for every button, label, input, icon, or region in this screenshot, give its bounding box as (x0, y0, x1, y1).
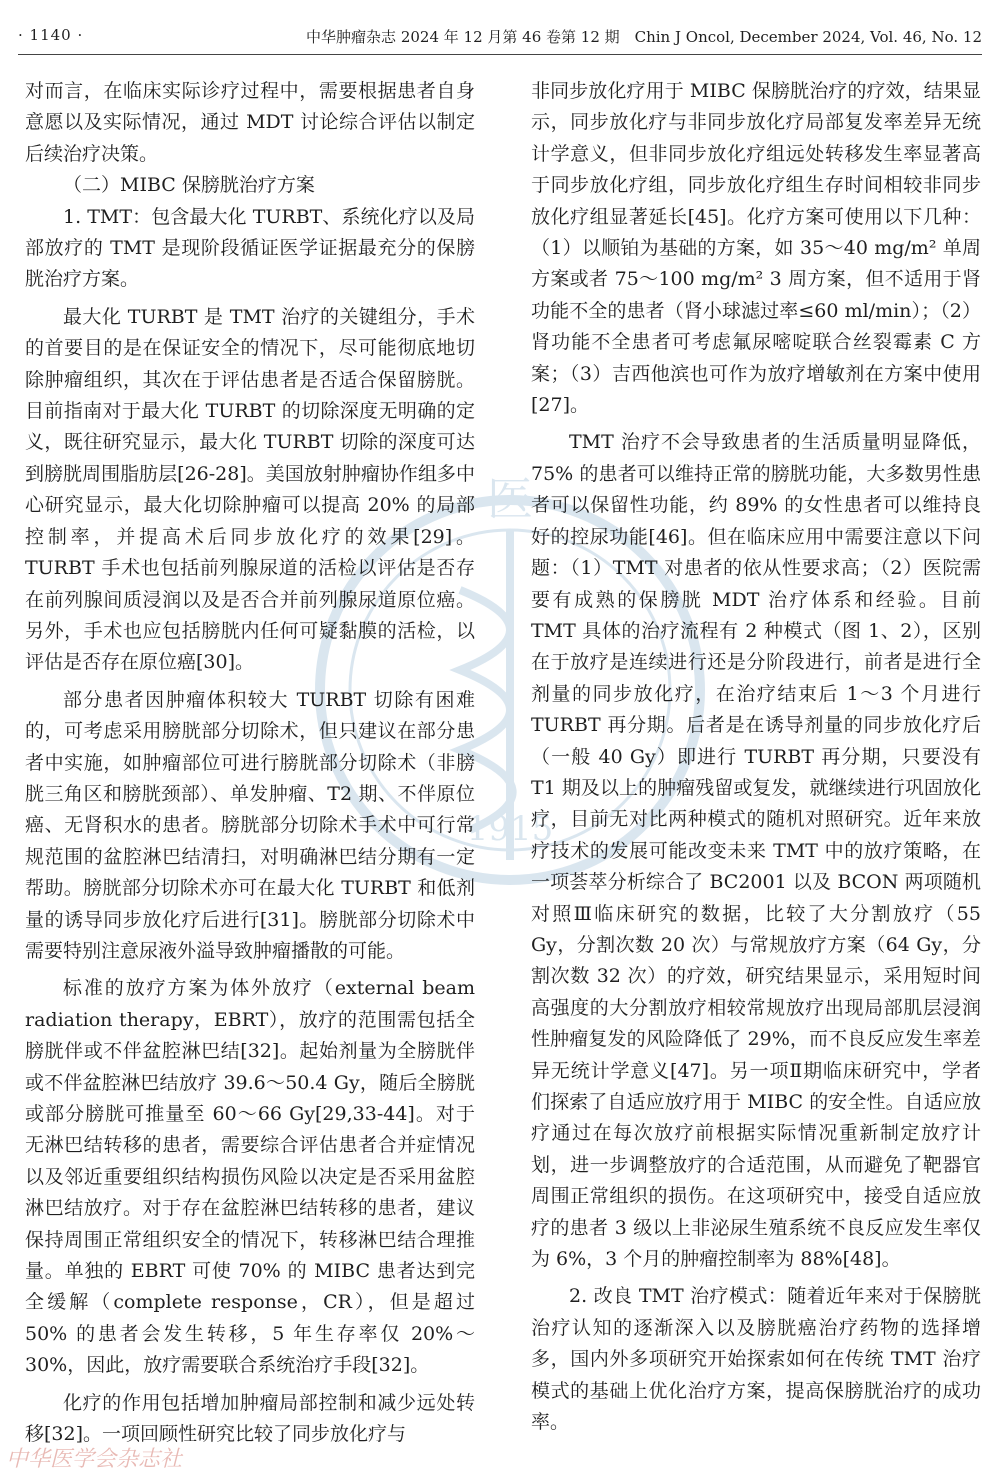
right-paragraph-1: 非同步放化疗用于 MIBC 保膀胱治疗的疗效，结果显示，同步放化疗与非同步放化疗局部复发率差异无统计学意义，但非同步放化疗组远处转移发生率显著高于同步放化疗组，同步放化疗组生存时间相较非同步放化疗组显著延长[45]。化疗方案可使用以下几种：（1）以顺铂为基础的方案，如 35～40 mg/m² 单周方案或者 75～100 mg/m² 3 周方案，但不适用于肾功能不全的患者（肾小球滤过率≤60 ml/min）；（2）肾功能不全患者可考虑氟尿嘧啶联合丝裂霉素 C 方案；（3）吉西他滨也可作为放疗增敏剂在方案中使用[27]。 (531, 80, 981, 417)
left-paragraph-5: 标准的放疗方案为体外放疗（external beam radiation therapy，EBRT），放疗的范围需包括全膀胱伴或不伴盆腔淋巴结[32]。起始剂量为全膀胱伴或不伴盆腔淋巴结放疗 39.6～50.4 Gy，随后全膀胱或部分膀胱可推量至 60～66 Gy[29,33-44]。对于无淋巴结转移的患者，需要综合评估患者合并症情况以及邻近重要组织结构损伤风险以决定是否采用盆腔淋巴结放疗。对于存在盆腔淋巴结转移的患者，建议保持周围正常组织安全的情况下，转移淋巴结合理推量。单独的 EBRT 可使 70% 的 MIBC 患者达到完全缓解（complete response，CR），但是超过 50% 的患者会发生转移，5 年生存率仅 20%～30%，因此，放疗需要联合系统治疗手段[32]。 (25, 977, 475, 1377)
page-number: · 1140 · (18, 26, 84, 44)
right-paragraph-3: 2. 改良 TMT 治疗模式：随着近年来对于保膀胱治疗认知的逐渐深入以及膀胱癌治疗药物的选择增多，国内外多项研究开始探索如何在传统 TMT 治疗模式的基础上优化治疗方案，提高保膀胱治疗的成功率。 (531, 1285, 981, 1434)
journal-citation: 中华肿瘤杂志 2024 年 12 月第 46 卷第 12 期 Chin J Oncol, December 2024, Vol. 46, No. 12 (306, 28, 982, 46)
publisher-logo-text: 中华医学会杂志社 (6, 1447, 183, 1472)
header-rule (18, 54, 982, 55)
page-header (0, 0, 1000, 56)
watermark-year: 1915 (466, 809, 554, 849)
section-heading: （二）MIBC 保膀胱治疗方案 (63, 174, 315, 197)
right-paragraph-2: TMT 治疗不会导致患者的生活质量明显降低，75% 的患者可以维持正常的膀胱功能，大多数男性患者可以保留性功能，约 89% 的女性患者可以维持良好的控尿功能[46]。但在临床应用中需要注意以下问题：（1）TMT 对患者的依从性要求高；（2）医院需要有成熟的保膀胱 MDT 治疗体系和经验。目前 TMT 具体的治疗流程有 2 种模式（图 1、2），区别在于放疗是连续进行还是分阶段进行，前者是进行全剂量的同步放化疗，在治疗结束后 1～3 个月进行 TURBT 再分期。后者是在诱导剂量的同步放化疗后（一般 40 Gy）即进行 TURBT 再分期，只要没有 T1 期及以上的肿瘤残留或复发，就继续进行巩固放化疗，目前无对比两种模式的随机对照研究。近年来放疗技术的发展可能改变未来 TMT 中的放疗策略，在一项荟萃分析综合了 BC2001 以及 BCON 两项随机对照Ⅲ临床研究的数据，比较了大分割放疗（55 Gy，分割次数 20 次）与常规放疗方案（64 Gy，分割次数 32 次）的疗效，研究结果显示，采用短时间高强度的大分割放疗相较常规放疗出现局部肌层浸润性肿瘤复发的风险降低了 29%，而不良反应发生率差异无统计学意义[47]。另一项Ⅱ期临床研究中，学者们探索了自适应放疗用于 MIBC 的安全性。自适应放疗通过在每次放疗前根据实际情况重新制定放疗计划，进一步调整放疗的合适范围，从而避免了靶器官周围正常组织的损伤。在这项研究中，接受自适应放疗的患者 3 级以上非泌尿生殖系统不良反应发生率仅为 6%，3 个月的肿瘤控制率为 88%[48]。 (531, 431, 981, 1271)
left-paragraph-2: 1. TMT：包含最大化 TURBT、系统化疗以及局部放疗的 TMT 是现阶段循证医学证据最充分的保膀胱治疗方案。 (25, 205, 475, 291)
left-paragraph-3: 最大化 TURBT 是 TMT 治疗的关键组分，手术的首要目的是在保证安全的情况下，尽可能彻底地切除肿瘤组织，其次在于评估患者是否适合保留膀胱。目前指南对于最大化 TURBT 的切除深度无明确的定义，既往研究显示，最大化 TURBT 切除的深度可达到膀胱周围脂肪层[26-28]。美国放射肿瘤协作组多中心研究显示，最大化切除肿瘤可以提高 20% 的局部控制率，并提高术后同步放化疗的效果[29]。TURBT 手术也包括前列腺尿道的活检以评估是否存在前列腺间质浸润以及是否合并前列腺尿道原位癌。另外，手术也应包括膀胱内任何可疑黏膜的活检，以评估是否存在原位癌[30]。 (25, 305, 475, 674)
watermark-glyph: 医 (487, 472, 533, 526)
left-paragraph-1: 对而言，在临床实际诊疗过程中，需要根据患者自身意愿以及实际情况，通过 MDT 讨论综合评估以制定后续治疗决策。 (25, 80, 475, 165)
left-column (25, 76, 475, 1450)
left-paragraph-6: 化疗的作用包括增加肿瘤局部控制和减少远处转移[32]。一项回顾性研究比较了同步放化疗与 (25, 1391, 475, 1446)
right-column (531, 76, 981, 1438)
left-paragraph-4: 部分患者因肿瘤体积较大 TURBT 切除有困难的，可考虑采用膀胱部分切除术，但只建议在部分患者中实施，如肿瘤部位可进行膀胱部分切除术（非膀胱三角区和膀胱颈部）、单发肿瘤、T2 期、不伴原位癌、无肾积水的患者。膀胱部分切除术手术中可行常规范围的盆腔淋巴结清扫，对明确淋巴结分期有一定帮助。膀胱部分切除术亦可在最大化 TURBT 和低剂量的诱导同步放化疗后进行[31]。膀胱部分切除术中需要特别注意尿液外溢导致肿瘤播散的可能。 (25, 688, 475, 962)
